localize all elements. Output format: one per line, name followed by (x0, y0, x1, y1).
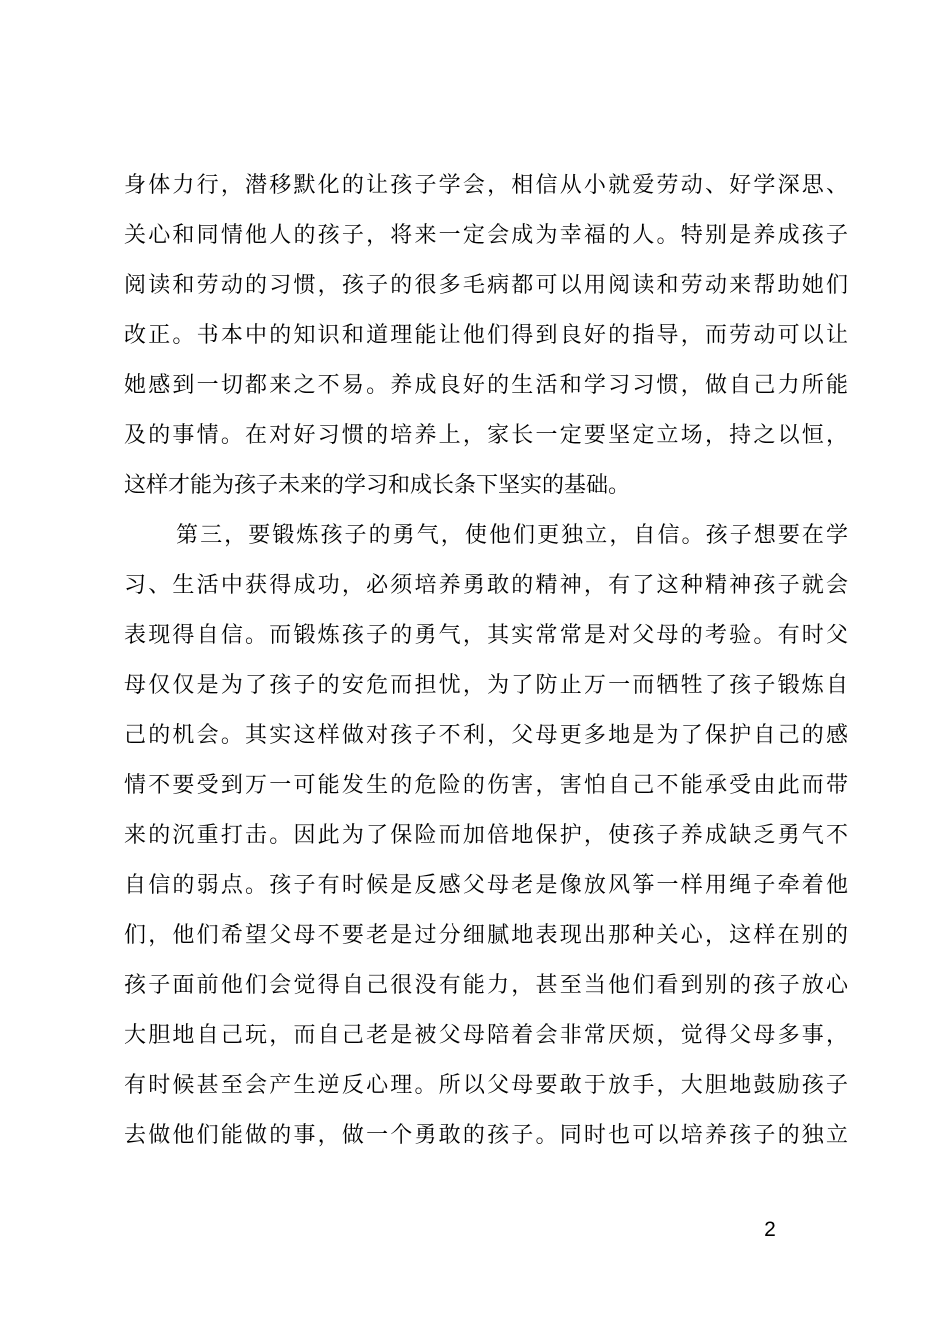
text-line: 阅读和劳动的习惯，孩子的很多毛病都可以用阅读和劳动来帮助她们 (124, 273, 848, 298)
text-line: 己的机会。其实这样做对孩子不利，父母更多地是为了保护自己的感 (124, 723, 848, 748)
text-line: 母仅仅是为了孩子的安危而担忧，为了防止万一而牺牲了孩子锻炼自 (124, 673, 848, 698)
text-line: 自信的弱点。孩子有时候是反感父母老是像放风筝一样用绳子牵着他 (124, 873, 848, 898)
text-line: 改正。书本中的知识和道理能让他们得到良好的指导，而劳动可以让 (124, 323, 848, 348)
text-line: 来的沉重打击。因此为了保险而加倍地保护，使孩子养成缺乏勇气不 (124, 823, 848, 848)
text-line: 及的事情。在对好习惯的培养上，家长一定要坚定立场，持之以恒， (124, 423, 848, 448)
text-line: 大胆地自己玩，而自己老是被父母陪着会非常厌烦，觉得父母多事， (124, 1023, 848, 1048)
text-line: 孩子面前他们会觉得自己很没有能力，甚至当他们看到别的孩子放心 (124, 973, 848, 998)
text-line: 身体力行，潜移默化的让孩子学会，相信从小就爱劳动、好学深思、 (124, 173, 848, 198)
text-line: 这样才能为孩子未来的学习和成长条下坚实的基础。 (124, 473, 631, 498)
text-line: 习、生活中获得成功，必须培养勇敢的精神，有了这种精神孩子就会 (124, 573, 848, 598)
paragraph-first-line: 第三，要锻炼孩子的勇气，使他们更独立，自信。孩子想要在学 (176, 523, 848, 548)
text-line: 去做他们能做的事，做一个勇敢的孩子。同时也可以培养孩子的独立 (124, 1123, 848, 1148)
text-line: 她感到一切都来之不易。养成良好的生活和学习习惯，做自己力所能 (124, 373, 848, 398)
text-line: 表现得自信。而锻炼孩子的勇气，其实常常是对父母的考验。有时父 (124, 623, 848, 648)
text-line: 情不要受到万一可能发生的危险的伤害，害怕自己不能承受由此而带 (124, 773, 848, 798)
text-line: 们，他们希望父母不要老是过分细腻地表现出那种关心，这样在别的 (124, 923, 848, 948)
page-number: 2 (764, 1218, 776, 1241)
text-line: 关心和同情他人的孩子，将来一定会成为幸福的人。特别是养成孩子 (124, 223, 848, 248)
text-line: 有时候甚至会产生逆反心理。所以父母要敢于放手，大胆地鼓励孩子 (124, 1073, 848, 1098)
body-text (124, 161, 848, 1161)
